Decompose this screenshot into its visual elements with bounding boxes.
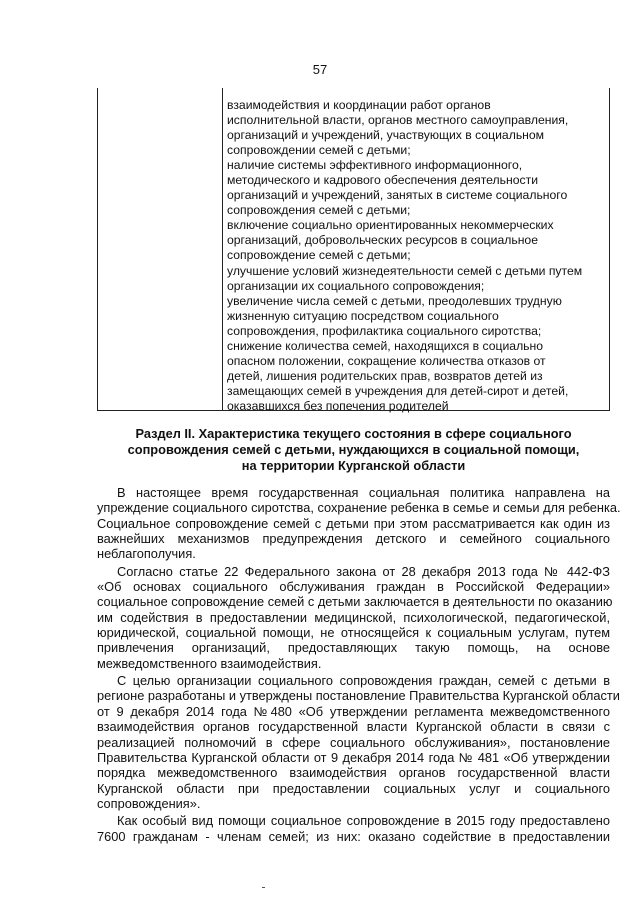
paragraph-line: 7600 гражданам - членам семей; из них: оказано содействие в предоставлении [97,828,610,844]
paragraph-line: порядка межведомственного взаимодействия органов государственной власти [97,765,610,781]
section-heading-line: Раздел II. Характеристика текущего состояния в сфере социального [135,426,572,441]
paragraph-line: взаимодействия органов государственной власти Курганской области в связи с [97,719,610,735]
paragraph-line: межведомственного взаимодействия. [97,655,322,671]
paragraph-line: В настоящее время государственная социальная политика направлена на [117,485,610,500]
paragraph-line: «Об основах социального обслуживания граждан в Российской Федерации» [97,579,610,595]
table-cell-line: жизненную ситуацию посредством социального [227,308,499,323]
table-cell-line: организаций и учреждений, участвующих в социальном [227,128,545,143]
paragraph [97,673,620,811]
paragraph-line: неблагополучия. [97,546,196,562]
paragraph-line: Курганской области при предоставлении социальных услуг и социального [97,780,610,796]
paragraph-line: регионе разработаны и утверждены постановление Правительства Курганской области [97,688,620,704]
table-cell-line: детей, лишения родительских прав, возвратов детей из [227,368,543,383]
table-cell-line: улучшение условий жизнедеятельности семей с детьми путем [227,263,583,278]
table-cell-line: сопровождение семей с детьми; [227,248,411,263]
table-cell-line: наличие системы эффективного информационного, [227,158,523,173]
page-number: 57 [312,62,328,77]
paragraph-line: юридической, социальной помощи, не относящейся к социальным услугам, путем [97,625,610,641]
body-text [97,485,621,844]
table-cell-line: замещающих семей в учреждения для детей-сирот и детей, [227,383,569,398]
table-cell-line: организаций и учреждений, занятых в системе социального [227,188,568,203]
table-cell-line: сопровождения семей с детьми; [227,203,411,218]
paragraph [97,813,610,844]
paragraph [97,485,621,562]
paragraph-line: С целью организации социального сопровождения граждан, семей с детьми в [117,673,610,689]
paragraph-line: реализацией полномочий в сфере социального обслуживания», постановление [97,734,610,750]
paragraph-line: Как особый вид помощи социальное сопровождение в 2015 году предоставлено [117,813,610,829]
paragraph-line: привлечения организаций, предоставляющих такую помощь, на основе [97,640,610,656]
paragraph-line: Социальное сопровождение семей с детьми при этом рассматривается как один из [97,515,610,531]
table-cell-line: сопровождении семей с детьми; [227,143,411,158]
table-cell-line: исполнительной власти, органов местного самоуправления, [227,113,569,128]
paragraph [97,563,613,671]
section-heading-line: сопровождения семей с детьми, нуждающихся в социальной помощи, [127,442,580,457]
paragraph-line: социальное сопровождение семей с детьми заключается в деятельности по оказанию [97,594,613,610]
section-heading-line: на территории Курганской области [241,458,466,473]
paragraph-line: важнейших механизмов предупреждения детского и семейного социального [97,531,610,547]
table-cell-line: организаций, добровольческих ресурсов в социальное [227,233,538,248]
table-cell-expected-results [227,98,607,414]
table-cell-line: опасном положении, сокращение количества отказов от [227,353,546,368]
table-column-divider [222,88,223,410]
paragraph-line: Правительства Курганской области от 9 декабря 2014 года № 481 «Об утверждении [97,749,610,765]
paragraph-line: упреждение социального сиротства, сохранение ребенка в семье и семьи для ребенка. [97,500,621,516]
table-cell-line: организации их социального сопровождения; [227,278,485,293]
paragraph-line: Согласно статье 22 Федерального закона от 28 декабря 2013 года № 442-ФЗ [117,563,610,579]
paragraph-line: сопровождения». [97,795,201,811]
goals-table [97,88,610,411]
scan-artifact [262,887,265,888]
table-cell-line: взаимодействия и координации работ органов [227,98,491,112]
section-heading [97,426,610,474]
table-cell-line: снижение количества семей, находящихся в социально [227,338,544,353]
table-cell-line: сопровождения, профилактика социального сиротства; [227,323,542,338]
table-cell-line: увеличение числа семей с детьми, преодолевших трудную [227,293,562,308]
paragraph-line: им содействия в предоставлении медицинской, психологической, педагогической, [97,609,610,625]
table-cell-line: включение социально ориентированных некоммерческих [227,218,554,233]
table-cell-line: методического и кадрового обеспечения деятельности [227,173,539,188]
table-cell-line: оказавшихся без попечения родителей [227,398,449,413]
paragraph-line: от 9 декабря 2014 года №480 «Об утверждении регламента межведомственного [97,703,610,719]
